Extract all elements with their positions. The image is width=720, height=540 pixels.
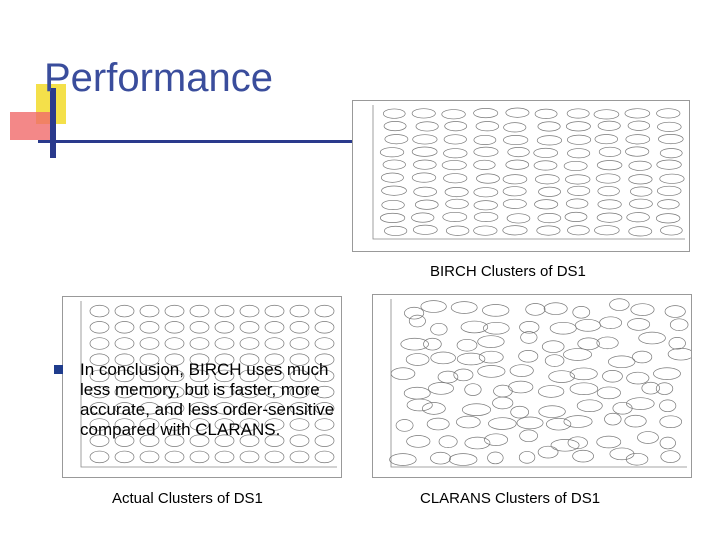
cluster-ellipse xyxy=(658,134,683,143)
cluster-ellipse xyxy=(629,227,652,236)
cluster-ellipse xyxy=(428,382,453,394)
cluster-ellipse xyxy=(511,406,529,418)
cluster-ellipse xyxy=(551,439,579,451)
cluster-ellipse xyxy=(567,149,589,158)
cluster-ellipse xyxy=(565,212,587,221)
cluster-ellipse xyxy=(519,451,535,463)
cluster-ellipse xyxy=(115,321,134,333)
cluster-ellipse xyxy=(411,213,433,222)
cluster-ellipse xyxy=(660,226,682,235)
cluster-ellipse xyxy=(661,451,680,463)
cluster-ellipse xyxy=(566,122,590,131)
cluster-ellipse xyxy=(431,352,456,364)
cluster-ellipse xyxy=(628,318,650,330)
cluster-ellipse xyxy=(545,355,564,367)
cluster-ellipse xyxy=(660,437,676,449)
cluster-ellipse xyxy=(542,341,564,353)
page-title: Performance xyxy=(44,56,273,100)
cluster-ellipse xyxy=(290,305,309,317)
cluster-ellipse xyxy=(165,451,184,463)
cluster-ellipse xyxy=(424,338,442,350)
conclusion-bullet xyxy=(80,360,360,440)
cluster-ellipse xyxy=(519,350,538,362)
cluster-ellipse xyxy=(385,134,408,143)
cluster-ellipse xyxy=(465,384,481,396)
cluster-ellipse xyxy=(526,303,545,315)
cluster-ellipse xyxy=(416,122,438,131)
cluster-ellipse xyxy=(140,451,159,463)
cluster-ellipse xyxy=(454,369,473,381)
clarans-clusters-plot xyxy=(372,294,692,478)
cluster-ellipse xyxy=(657,186,681,195)
cluster-ellipse xyxy=(629,199,652,208)
cluster-ellipse xyxy=(603,370,623,382)
cluster-ellipse xyxy=(383,109,405,118)
cluster-ellipse xyxy=(380,148,404,157)
cluster-ellipse xyxy=(508,147,530,156)
cluster-ellipse xyxy=(462,404,490,416)
cluster-ellipse xyxy=(431,323,448,335)
cluster-ellipse xyxy=(575,319,600,331)
cluster-ellipse xyxy=(503,226,527,235)
clarans-cluster-grid xyxy=(373,295,691,477)
actual-caption: Actual Clusters of DS1 xyxy=(112,490,263,507)
cluster-ellipse xyxy=(315,321,334,333)
cluster-ellipse xyxy=(478,365,505,377)
cluster-ellipse xyxy=(535,200,558,209)
cluster-ellipse xyxy=(564,161,587,170)
cluster-ellipse xyxy=(639,332,666,344)
cluster-ellipse xyxy=(657,122,681,131)
cluster-ellipse xyxy=(413,135,437,144)
cluster-ellipse xyxy=(629,175,652,184)
cluster-ellipse xyxy=(240,321,259,333)
cluster-ellipse xyxy=(657,109,680,118)
cluster-ellipse xyxy=(401,338,429,350)
cluster-ellipse xyxy=(567,109,589,118)
cluster-ellipse xyxy=(445,121,467,130)
cluster-ellipse xyxy=(290,451,309,463)
cluster-ellipse xyxy=(538,122,560,131)
cluster-ellipse xyxy=(568,186,590,195)
cluster-ellipse xyxy=(503,175,527,184)
cluster-ellipse xyxy=(537,226,560,235)
cluster-ellipse xyxy=(190,305,209,317)
cluster-ellipse xyxy=(625,415,646,427)
cluster-ellipse xyxy=(412,147,437,156)
cluster-ellipse xyxy=(474,147,498,156)
cluster-ellipse xyxy=(415,200,438,209)
cluster-ellipse xyxy=(315,338,334,350)
cluster-ellipse xyxy=(626,135,650,144)
cluster-ellipse xyxy=(629,161,651,170)
cluster-ellipse xyxy=(660,148,682,157)
cluster-ellipse xyxy=(451,302,477,314)
cluster-ellipse xyxy=(595,134,618,143)
cluster-ellipse xyxy=(537,136,562,145)
cluster-ellipse xyxy=(608,356,635,368)
cluster-ellipse xyxy=(642,382,660,394)
cluster-ellipse xyxy=(566,199,588,208)
cluster-ellipse xyxy=(605,413,622,425)
cluster-ellipse xyxy=(573,450,594,462)
cluster-ellipse xyxy=(626,398,654,410)
cluster-ellipse xyxy=(140,321,159,333)
cluster-ellipse xyxy=(381,173,403,182)
cluster-ellipse xyxy=(637,432,658,444)
cluster-ellipse xyxy=(597,213,622,222)
cluster-ellipse xyxy=(504,123,526,132)
cluster-ellipse xyxy=(380,213,404,222)
cluster-ellipse xyxy=(597,436,621,448)
cluster-ellipse xyxy=(474,188,498,197)
cluster-ellipse xyxy=(669,337,686,349)
cluster-ellipse xyxy=(190,451,209,463)
cluster-ellipse xyxy=(550,322,576,334)
cluster-ellipse xyxy=(290,321,309,333)
cluster-ellipse xyxy=(625,147,648,156)
cluster-ellipse xyxy=(407,436,430,448)
cluster-ellipse xyxy=(656,214,680,223)
cluster-ellipse xyxy=(507,214,530,223)
cluster-ellipse xyxy=(506,160,529,169)
cluster-ellipse xyxy=(474,108,498,117)
cluster-ellipse xyxy=(570,368,597,380)
cluster-ellipse xyxy=(503,199,526,208)
cluster-ellipse xyxy=(215,338,234,350)
cluster-ellipse xyxy=(476,122,499,131)
cluster-ellipse xyxy=(610,448,634,460)
cluster-ellipse xyxy=(627,372,649,384)
bullet-marker-icon xyxy=(54,365,63,374)
cluster-ellipse xyxy=(396,420,413,432)
cluster-ellipse xyxy=(632,351,651,363)
cluster-ellipse xyxy=(412,109,435,118)
cluster-ellipse xyxy=(520,430,538,442)
cluster-ellipse xyxy=(413,160,436,169)
cluster-ellipse xyxy=(457,353,485,365)
cluster-ellipse xyxy=(613,402,632,414)
cluster-ellipse xyxy=(391,368,415,380)
cluster-ellipse xyxy=(430,452,450,464)
cluster-ellipse xyxy=(444,174,467,183)
cluster-ellipse xyxy=(567,135,590,144)
cluster-ellipse xyxy=(474,201,497,210)
cluster-ellipse xyxy=(517,417,543,429)
cluster-ellipse xyxy=(382,200,405,209)
cluster-ellipse xyxy=(564,416,592,428)
cluster-ellipse xyxy=(165,338,184,350)
cluster-ellipse xyxy=(488,452,504,464)
cluster-ellipse xyxy=(600,317,622,329)
cluster-ellipse xyxy=(444,149,468,158)
cluster-ellipse xyxy=(446,199,469,208)
cluster-ellipse xyxy=(563,349,591,361)
cluster-ellipse xyxy=(474,160,496,169)
cluster-ellipse xyxy=(570,383,598,395)
cluster-ellipse xyxy=(493,397,513,409)
cluster-ellipse xyxy=(546,418,570,430)
cluster-ellipse xyxy=(474,135,496,144)
cluster-ellipse xyxy=(503,187,526,196)
cluster-ellipse xyxy=(383,160,405,169)
cluster-ellipse xyxy=(597,337,618,349)
clarans-caption: CLARANS Clusters of DS1 xyxy=(420,490,601,507)
cluster-ellipse xyxy=(538,213,561,222)
cluster-ellipse xyxy=(535,109,557,118)
cluster-ellipse xyxy=(240,305,259,317)
cluster-ellipse xyxy=(534,148,558,157)
cluster-ellipse xyxy=(599,147,621,156)
cluster-ellipse xyxy=(165,321,184,333)
cluster-ellipse xyxy=(444,135,466,144)
cluster-ellipse xyxy=(445,187,468,196)
cluster-ellipse xyxy=(660,416,682,428)
cluster-ellipse xyxy=(409,315,425,327)
cluster-ellipse xyxy=(443,212,467,221)
cluster-ellipse xyxy=(190,338,209,350)
cluster-ellipse xyxy=(658,200,680,209)
cluster-ellipse xyxy=(265,305,284,317)
cluster-ellipse xyxy=(627,213,650,222)
cluster-ellipse xyxy=(140,305,159,317)
cluster-ellipse xyxy=(240,338,259,350)
cluster-ellipse xyxy=(474,226,497,235)
cluster-ellipse xyxy=(215,321,234,333)
cluster-ellipse xyxy=(442,110,466,119)
cluster-ellipse xyxy=(384,226,406,235)
cluster-ellipse xyxy=(594,110,619,119)
cluster-ellipse xyxy=(414,187,437,196)
cluster-ellipse xyxy=(457,339,477,351)
cluster-ellipse xyxy=(598,200,621,209)
cluster-ellipse xyxy=(597,161,622,170)
cluster-ellipse xyxy=(382,186,407,195)
cluster-ellipse xyxy=(594,226,619,235)
cluster-ellipse xyxy=(597,387,620,399)
cluster-ellipse xyxy=(578,338,600,350)
cluster-ellipse xyxy=(538,386,564,398)
plot-axis xyxy=(373,105,685,239)
cluster-ellipse xyxy=(482,304,509,316)
cluster-ellipse xyxy=(90,338,109,350)
cluster-ellipse xyxy=(421,301,446,313)
cluster-ellipse xyxy=(653,368,680,380)
cluster-ellipse xyxy=(625,109,650,118)
cluster-ellipse xyxy=(567,226,589,235)
cluster-ellipse xyxy=(422,403,445,415)
cluster-ellipse xyxy=(668,348,691,360)
cluster-ellipse xyxy=(544,303,567,315)
cluster-ellipse xyxy=(476,174,499,183)
cluster-ellipse xyxy=(534,161,557,170)
birch-cluster-grid xyxy=(353,101,689,251)
cluster-ellipse xyxy=(509,381,533,393)
cluster-ellipse xyxy=(265,321,284,333)
cluster-ellipse xyxy=(474,212,498,221)
cluster-ellipse xyxy=(656,383,673,395)
cluster-ellipse xyxy=(631,304,654,316)
cluster-ellipse xyxy=(670,319,688,331)
cluster-ellipse xyxy=(215,305,234,317)
cluster-ellipse xyxy=(190,321,209,333)
cluster-ellipse xyxy=(628,121,650,130)
cluster-ellipse xyxy=(390,454,417,466)
cluster-ellipse xyxy=(626,453,648,465)
cluster-ellipse xyxy=(404,307,423,319)
cluster-ellipse xyxy=(427,418,449,430)
cluster-ellipse xyxy=(565,175,590,184)
cluster-ellipse xyxy=(503,135,528,144)
cluster-ellipse xyxy=(479,351,503,363)
cluster-ellipse xyxy=(404,387,430,399)
cluster-ellipse xyxy=(538,446,558,458)
cluster-ellipse xyxy=(115,338,134,350)
cluster-ellipse xyxy=(488,418,516,430)
cluster-ellipse xyxy=(665,306,685,318)
cluster-ellipse xyxy=(115,451,134,463)
cluster-ellipse xyxy=(90,321,109,333)
title-decoration-red xyxy=(10,112,52,140)
cluster-ellipse xyxy=(439,436,457,448)
cluster-ellipse xyxy=(577,400,602,412)
cluster-ellipse xyxy=(315,451,334,463)
cluster-ellipse xyxy=(384,121,406,130)
cluster-ellipse xyxy=(240,451,259,463)
cluster-ellipse xyxy=(657,160,682,169)
cluster-ellipse xyxy=(539,406,566,418)
cluster-ellipse xyxy=(494,385,513,397)
cluster-ellipse xyxy=(510,365,533,377)
cluster-ellipse xyxy=(598,186,620,195)
cluster-ellipse xyxy=(630,187,652,196)
cluster-ellipse xyxy=(90,305,109,317)
title-decoration-blue-horizontal xyxy=(38,140,358,143)
cluster-ellipse xyxy=(449,454,477,466)
cluster-ellipse xyxy=(573,306,590,318)
cluster-ellipse xyxy=(596,174,620,183)
birch-clusters-plot xyxy=(352,100,690,252)
cluster-ellipse xyxy=(456,416,480,428)
cluster-ellipse xyxy=(539,187,561,196)
cluster-ellipse xyxy=(265,451,284,463)
cluster-ellipse xyxy=(265,338,284,350)
cluster-ellipse xyxy=(406,354,429,366)
cluster-ellipse xyxy=(407,399,432,411)
birch-caption: BIRCH Clusters of DS1 xyxy=(430,263,586,280)
cluster-ellipse xyxy=(478,336,504,348)
cluster-ellipse xyxy=(315,305,334,317)
cluster-ellipse xyxy=(115,305,134,317)
cluster-ellipse xyxy=(660,400,676,412)
cluster-ellipse xyxy=(506,108,529,117)
cluster-ellipse xyxy=(413,225,437,234)
cluster-ellipse xyxy=(442,160,466,169)
cluster-ellipse xyxy=(535,175,559,184)
cluster-ellipse xyxy=(140,338,159,350)
cluster-ellipse xyxy=(438,371,458,383)
conclusion-text: In conclusion, BIRCH uses much less memory, but is faster, more accurate, and less order-sensitive compared with CLARANS. xyxy=(80,360,335,439)
cluster-ellipse xyxy=(165,305,184,317)
cluster-ellipse xyxy=(90,451,109,463)
cluster-ellipse xyxy=(290,338,309,350)
cluster-ellipse xyxy=(412,173,436,182)
cluster-ellipse xyxy=(215,451,234,463)
cluster-ellipse xyxy=(610,299,630,311)
cluster-ellipse xyxy=(660,174,684,183)
cluster-ellipse xyxy=(446,226,469,235)
cluster-ellipse xyxy=(598,121,620,130)
